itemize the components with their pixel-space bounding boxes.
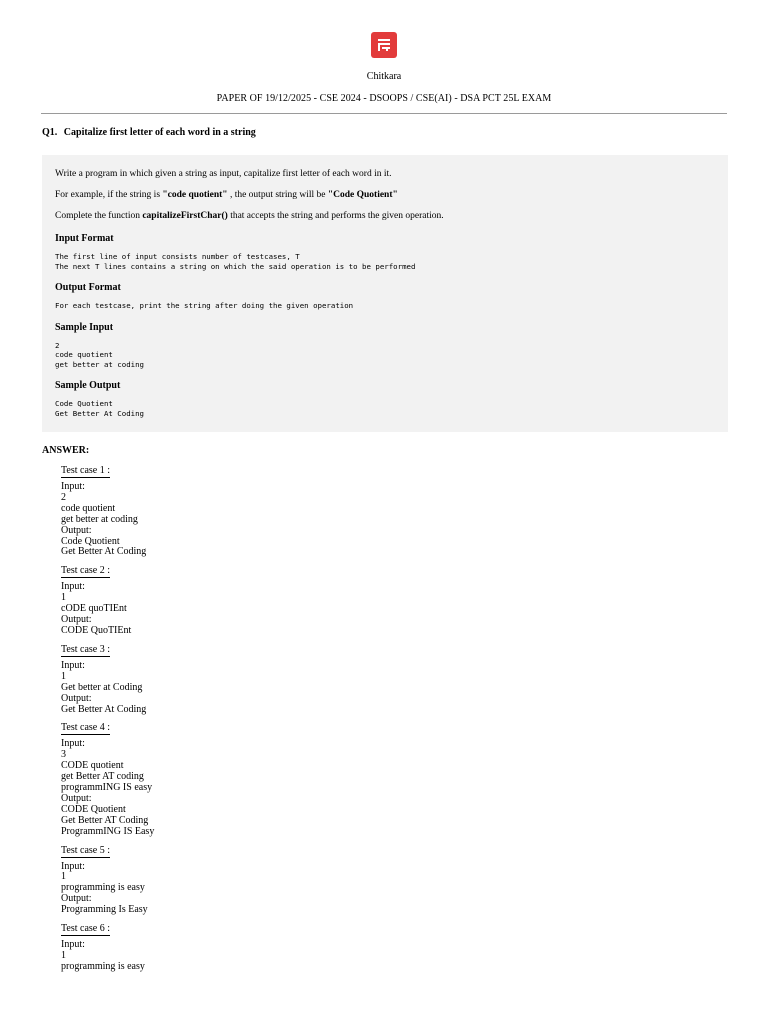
- input-line: 1: [61, 950, 66, 961]
- input-label: Input:: [61, 581, 85, 593]
- output-format-text: For each testcase, print the string after doing the given operation: [55, 301, 354, 310]
- test-case-title: Test case 3 :: [61, 643, 111, 655]
- output-line: Get Better At Coding: [61, 546, 147, 558]
- test-case: [61, 644, 768, 716]
- input-label: Input:: [61, 481, 85, 492]
- test-case: [61, 565, 768, 637]
- example-output: "Code Quotient": [327, 190, 398, 200]
- input-label: Input:: [61, 939, 85, 951]
- input-format-heading: Input Format: [55, 233, 114, 244]
- output-label: Output:: [61, 614, 92, 626]
- input-line: 2: [61, 491, 66, 503]
- input-line: programmING IS easy: [61, 782, 153, 794]
- output-label: Output:: [61, 893, 92, 905]
- sample-output-heading: Sample Output: [55, 380, 121, 391]
- input-line: 1: [61, 871, 66, 883]
- input-line: cODE quoTIEnt: [61, 603, 127, 615]
- question-number: Q1.: [42, 127, 58, 138]
- org-name: Chitkara: [366, 71, 402, 82]
- output-line: Programming Is Easy: [61, 904, 148, 916]
- input-line: Get better at Coding: [61, 681, 143, 693]
- question-instruction: Complete the function capitalizeFirstChar() that accepts the string and performs the given operation.: [55, 211, 444, 221]
- paper-title: PAPER OF 19/12/2025 - CSE 2024 - DSOOPS / CSE(AI) - DSA PCT 25L EXAM: [216, 93, 552, 104]
- sample-input-text: 2 code quotient get better at coding: [55, 340, 144, 369]
- question-example: For example, if the string is "code quotient" , the output string will be "Code Quotient": [55, 190, 398, 200]
- test-case-title: Test case 1 :: [61, 465, 111, 476]
- test-case-title: Test case 2 :: [61, 565, 111, 577]
- output-line: Get Better AT Coding: [61, 814, 149, 826]
- input-line: 1: [61, 670, 66, 682]
- test-case-title: Test case 6 :: [61, 923, 111, 935]
- output-label: Output:: [61, 792, 92, 804]
- test-case: [61, 845, 768, 917]
- test-case-title: Test case 4 :: [61, 722, 111, 734]
- input-format-text: The first line of input consists number of testcases, T The next T lines contains a string on which the said operation is to be performed: [55, 252, 416, 271]
- example-input: "code quotient": [162, 190, 228, 200]
- input-line: get better at coding: [61, 513, 138, 525]
- test-case-list: [61, 465, 768, 973]
- test-case: [61, 722, 768, 837]
- sample-output-text: Code Quotient Get Better At Coding: [55, 399, 144, 418]
- chitkara-logo-icon: [371, 32, 397, 58]
- output-line: CODE QuoTIEnt: [61, 624, 132, 636]
- output-label: Output:: [61, 692, 92, 704]
- input-label: Input:: [61, 659, 85, 671]
- input-label: Input:: [61, 860, 85, 872]
- question-body: [42, 155, 728, 432]
- test-case: [61, 923, 768, 973]
- sample-input-heading: Sample Input: [55, 321, 114, 333]
- input-label: Input:: [61, 738, 85, 750]
- input-line: 3: [61, 749, 66, 761]
- output-line: CODE Quotient: [61, 803, 126, 815]
- question-title: Capitalize first letter of each word in a string: [63, 127, 256, 138]
- answer-label: ANSWER:: [42, 445, 90, 456]
- output-line: Code Quotient: [61, 535, 120, 547]
- input-line: 1: [61, 592, 66, 604]
- function-name: capitalizeFirstChar(): [142, 211, 228, 221]
- question-intro: Write a program in which given a string as input, capitalize first letter of each word in it.: [55, 169, 392, 179]
- page-header: [0, 0, 768, 104]
- input-line: get Better AT coding: [61, 771, 144, 783]
- header-divider: [41, 113, 727, 114]
- output-line: Get Better At Coding: [61, 703, 147, 715]
- test-case-title: Test case 5 :: [61, 844, 111, 856]
- input-line: programming is easy: [61, 882, 145, 894]
- input-line: code quotient: [61, 502, 116, 514]
- question-heading: [42, 127, 727, 138]
- input-line: CODE quotient: [61, 760, 124, 772]
- output-label: Output:: [61, 524, 92, 536]
- output-line: ProgrammING IS Easy: [61, 825, 155, 837]
- output-format-heading: Output Format: [55, 282, 121, 293]
- input-line: programming is easy: [61, 960, 145, 972]
- test-case: [61, 465, 768, 558]
